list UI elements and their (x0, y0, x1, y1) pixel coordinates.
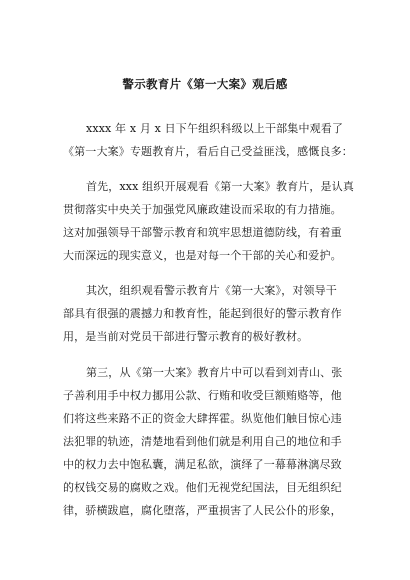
paragraph-4-line-6: 的权钱交易的腐败之戏。他们无视党纪国法，目无组织纪 (63, 481, 342, 494)
paragraph-2-line-3: 这对加强领导干部警示教育和筑牢思想道德防线，有着重 (63, 226, 342, 239)
paragraph-4-line-1: 第三，从《第一大案》教育片中可以看到刘青山、张 (86, 366, 343, 379)
paragraph-2-line-4: 大而深远的现实意义，也是对每一个干部的关心和爱护。 (63, 249, 342, 262)
paragraph-4-line-7: 律，骄横跋扈，腐化堕落，严重损害了人民公仆的形象， (63, 504, 342, 517)
paragraph-4-line-2: 子善利用手中权力挪用公款、行贿和收受巨额贿赂等，他 (63, 389, 342, 402)
paragraph-4-line-4: 法犯罪的轨迹，清楚地看到他们就是利用自己的地位和手 (63, 435, 342, 448)
paragraph-3-line-2: 部具有很强的震撼力和教育性，能起到很好的警示教育作 (63, 307, 342, 320)
paragraph-2-line-2: 贯彻落实中央关于加强党风廉政建设而采取的有力措施。 (63, 203, 342, 216)
paragraph-3-line-1: 其次，组织观看警示教育片《第一大案》，对领导干 (86, 284, 337, 297)
paragraph-1-line-2: 《第一大案》专题教育片，看后自己受益匪浅，感慨良多： (63, 145, 353, 158)
paragraph-1-line-1: xxxx 年 x 月 x 日下午组织科级以上干部集中观看了 (86, 122, 344, 135)
document-title: 警示教育片《第一大案》观后感 (122, 77, 288, 91)
paragraph-4-line-3: 们将这些来路不正的资金大肆挥霍。纵览他们触目惊心违 (63, 412, 342, 425)
paragraph-2-line-1: 首先，xxx 组织开展观看《第一大案》教育片，是认真 (86, 180, 355, 193)
paragraph-3-line-3: 用，是当前对党员干部进行警示教育的极好教材。 (63, 330, 309, 343)
paragraph-4-line-5: 中的权力去中饱私囊，满足私欲，演绎了一幕幕淋漓尽致 (63, 458, 342, 471)
